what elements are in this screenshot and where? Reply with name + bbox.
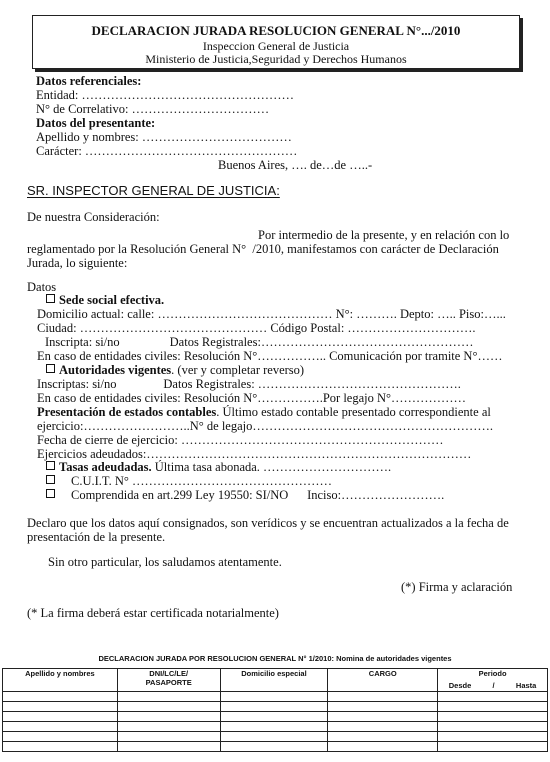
cierre-field: Fecha de cierre de ejercicio: ……………………………………………………… bbox=[37, 433, 444, 447]
entidad-field: Entidad: …………………………………………… bbox=[36, 88, 294, 102]
addressee: SR. INSPECTOR GENERAL DE JUSTICIA: bbox=[27, 183, 280, 198]
fecha-field: Buenos Aires, …. de…de …..- bbox=[218, 158, 373, 172]
firma-label: (*) Firma y aclaración bbox=[401, 580, 513, 594]
presentante-title: Datos del presentante: bbox=[36, 116, 156, 130]
header-agency: Inspeccion General de Justicia bbox=[202, 39, 350, 53]
civiles-field-1: En caso de entidades civiles: Resolución N°…………….. Comunicación por tramite N°…… bbox=[37, 349, 503, 363]
art299-item bbox=[46, 489, 444, 502]
consideracion: De nuestra Consideración: bbox=[27, 210, 160, 224]
intro-line-2: reglamentado por la Resolución General N° /2010, manifestamos con carácter de Declaración bbox=[27, 242, 499, 256]
datos-label: Datos bbox=[27, 280, 57, 294]
col-cargo: CARGO bbox=[328, 669, 438, 692]
art299-field: Comprendida en art.299 Ley 19550: SI/NO Inciso:……………………. bbox=[71, 488, 445, 502]
table-row bbox=[3, 692, 548, 702]
tasas-item bbox=[46, 461, 391, 474]
table-row bbox=[3, 712, 548, 722]
sede-title: Sede social efectiva. bbox=[59, 293, 165, 307]
intro-line-3: Jurada, lo siguiente: bbox=[27, 256, 128, 270]
table-row bbox=[3, 722, 548, 732]
saludo: Sin otro particular, los saludamos atentamente. bbox=[48, 555, 282, 569]
ref-title: Datos referenciales: bbox=[36, 74, 142, 88]
ejercicio-field: ejercicio:……………………..N° de legajo…………………………………………………. bbox=[37, 419, 493, 433]
checkbox-tasas[interactable] bbox=[46, 461, 55, 470]
cuit-item bbox=[46, 475, 332, 488]
checkbox-cuit[interactable] bbox=[46, 475, 55, 484]
col-domicilio: Domicilio especial bbox=[220, 669, 328, 692]
domicilio-field: Domicilio actual: calle: …………………………………… N°: ………. Depto: ….. Piso:…... bbox=[37, 307, 506, 321]
nomina-title: DECLARACION JURADA POR RESOLUCION GENERAL N° 1/2010: Nomina de autoridades vigentes bbox=[98, 654, 452, 663]
checkbox-autoridades[interactable] bbox=[46, 364, 55, 373]
contables-rest: . Último estado contable presentado correspondiente al bbox=[216, 405, 491, 419]
caracter-field: Carácter: …………………………………………… bbox=[36, 144, 298, 158]
header-box bbox=[32, 15, 520, 69]
tasas-rest: Última tasa abonada. …………………………. bbox=[151, 460, 392, 474]
intro-line-1: Por intermedio de la presente, y en relación con lo bbox=[258, 228, 510, 242]
table-row bbox=[3, 702, 548, 712]
nomina-header-row bbox=[3, 669, 548, 692]
table-row bbox=[3, 732, 548, 742]
document-title: DECLARACION JURADA RESOLUCION GENERAL N°.../2010 bbox=[91, 23, 461, 38]
ciudad-field: Ciudad: ……………………………………… Código Postal: …………………………. bbox=[37, 321, 476, 335]
col-periodo: Periodo Desde / Hasta bbox=[438, 669, 548, 692]
checkbox-art299[interactable] bbox=[46, 489, 55, 498]
inscripta-field-2: Inscriptas: si/no Datos Registrales: …………………………………………. bbox=[37, 377, 461, 391]
autoridades-item bbox=[46, 364, 304, 377]
cuit-field: C.U.I.T. N° ………………………………………… bbox=[71, 474, 333, 488]
declaro-line-1: Declaro que los datos aquí consignados, son verídicos y se encuentran actualizados a la fecha de bbox=[27, 516, 509, 530]
correlativo-field: N° de Correlativo: …………………………… bbox=[36, 102, 270, 116]
table-row bbox=[3, 742, 548, 752]
autoridades-title: Autoridades vigentes bbox=[59, 363, 172, 377]
civiles-field-2: En caso de entidades civiles: Resolución N°…………….Por legajo N°……………… bbox=[37, 391, 467, 405]
col-dni: DNI/LC/LE/ PASAPORTE bbox=[117, 669, 220, 692]
autoridades-note: . (ver y completar reverso) bbox=[171, 363, 305, 377]
contables-item bbox=[37, 406, 491, 419]
contables-title: Presentación de estados contables bbox=[37, 405, 217, 419]
header-ministry: Ministerio de Justicia,Seguridad y Derechos Humanos bbox=[145, 52, 407, 66]
checkbox-sede[interactable] bbox=[46, 294, 55, 303]
nomina-table bbox=[2, 668, 548, 752]
adeudados-field: Ejercicios adeudados:…………………………………………………………………… bbox=[37, 447, 472, 461]
tasas-title: Tasas adeudadas. bbox=[59, 460, 152, 474]
nota-firma: (* La firma deberá estar certificada notarialmente) bbox=[27, 606, 279, 620]
apellido-field: Apellido y nombres: ……………………………… bbox=[36, 130, 292, 144]
sede-item bbox=[46, 294, 164, 307]
declaro-line-2: presentación de la presente. bbox=[27, 530, 166, 544]
inscripta-field-1: Inscripta: si/no Datos Registrales:…………………………………………… bbox=[45, 335, 474, 349]
col-apellido: Apellido y nombres bbox=[3, 669, 118, 692]
